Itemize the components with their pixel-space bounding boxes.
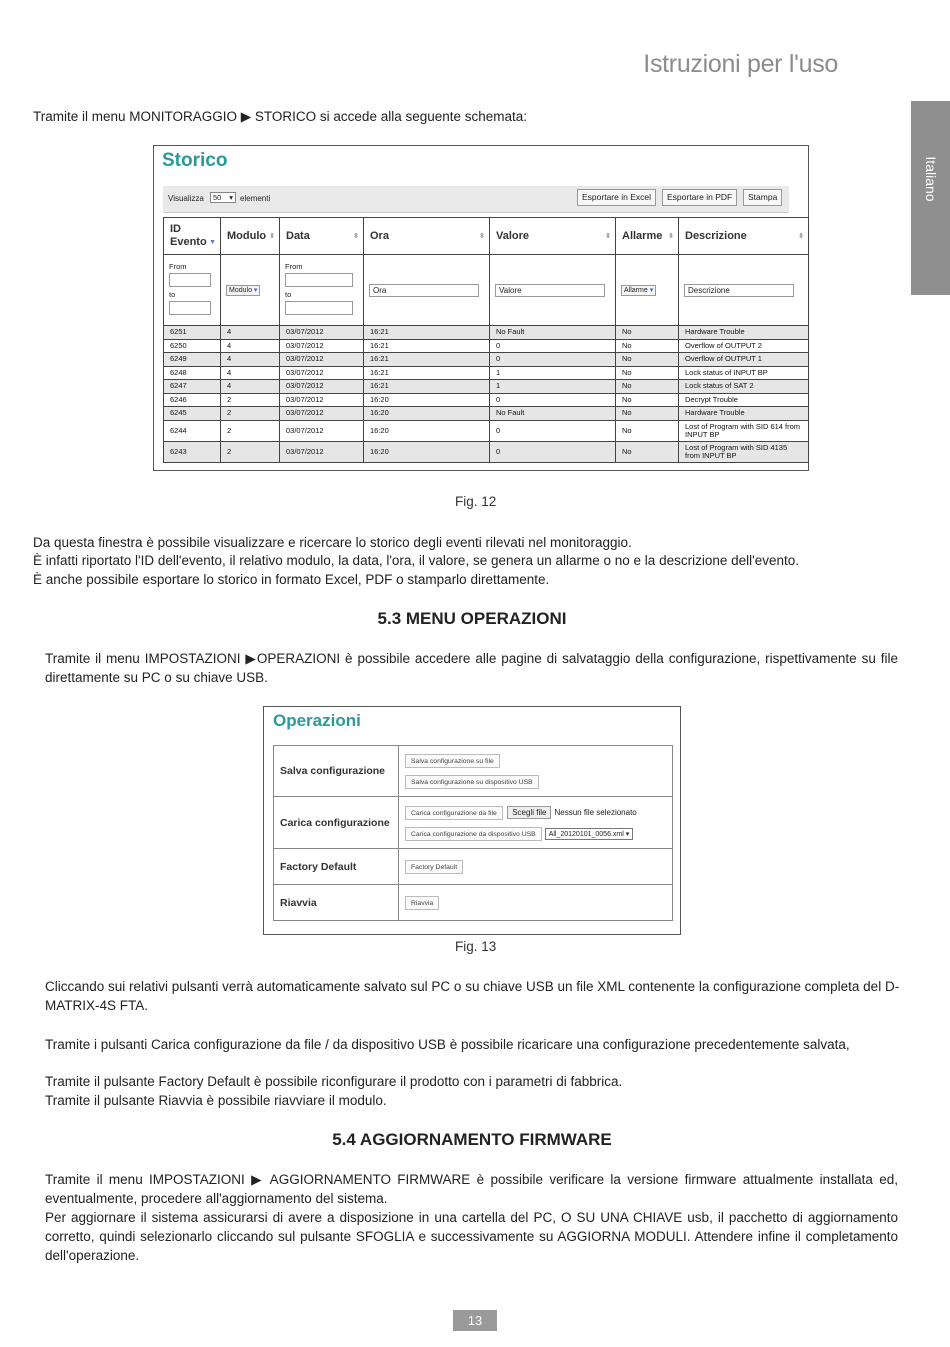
fig13-caption: Fig. 13 [455, 939, 497, 954]
table-row[interactable] [164, 393, 809, 407]
factory-row [274, 849, 673, 885]
chevron-down-icon: ▾ [253, 286, 258, 294]
ora-filter-input[interactable]: Ora [369, 284, 479, 297]
fig12-caption: Fig. 12 [455, 494, 497, 509]
table-cell: 2 [221, 407, 280, 421]
table-cell: 16:20 [364, 393, 490, 407]
col-ora[interactable]: Ora ⬍ [364, 218, 490, 255]
table-cell: 03/07/2012 [280, 393, 364, 407]
page-number: 13 [453, 1310, 497, 1331]
save-config-label: Salva configurazione [274, 746, 399, 797]
desc-line-3: È anche possibile esportare lo storico in formato Excel, PDF o stamparlo direttamente. [33, 572, 550, 587]
table-cell: 6244 [164, 420, 221, 441]
restart-button[interactable]: Riavvia [405, 896, 439, 910]
col-id-evento[interactable]: ID Evento ▼ [164, 218, 221, 255]
restart-label: Riavvia [274, 885, 399, 921]
table-cell: Overflow of OUTPUT 1 [679, 353, 809, 367]
table-cell: 6249 [164, 353, 221, 367]
save-to-usb-button[interactable]: Salva configurazione su dispositivo USB [405, 775, 539, 789]
table-row[interactable] [164, 407, 809, 421]
table-cell: 16:21 [364, 326, 490, 340]
export-pdf-button[interactable]: Esportare in PDF [662, 189, 737, 206]
table-row[interactable] [164, 339, 809, 353]
table-cell: 16:21 [364, 366, 490, 380]
table-cell: 6248 [164, 366, 221, 380]
table-cell: Hardware Trouble [679, 407, 809, 421]
section-5-4-paragraph-1: Tramite il menu IMPOSTAZIONI ▶ AGGIORNAMENTO FIRMWARE è possibile verificare la versione firmware attualmente installata ed, eventualmente, procedere all'aggiornamento del sistema. [45, 1172, 898, 1206]
table-cell: 16:21 [364, 380, 490, 394]
table-cell: 6246 [164, 393, 221, 407]
export-excel-button[interactable]: Esportare in Excel [577, 189, 656, 206]
load-config-label: Carica configurazione [274, 797, 399, 849]
table-cell: 16:21 [364, 353, 490, 367]
chevron-down-icon: ▾ [625, 830, 630, 838]
table-cell: 2 [221, 420, 280, 441]
table-cell: 16:20 [364, 441, 490, 462]
desc-line-1: Da questa finestra è possibile visualizzare e ricercare lo storico degli eventi rilevati nel monitoraggio. [33, 535, 632, 550]
table-cell: 03/07/2012 [280, 366, 364, 380]
table-cell: 0 [490, 353, 616, 367]
language-tab-label: Italiano [922, 156, 939, 202]
table-cell: 4 [221, 366, 280, 380]
operazioni-title: Operazioni [273, 711, 361, 730]
table-cell: Decrypt Trouble [679, 393, 809, 407]
descrizione-filter-input[interactable]: Descrizione [684, 284, 794, 297]
load-from-usb-button[interactable]: Carica configurazione da dispositivo USB [405, 827, 542, 841]
table-cell: No [616, 339, 679, 353]
table-cell: No [616, 380, 679, 394]
table-cell: 4 [221, 353, 280, 367]
table-cell: 2 [221, 393, 280, 407]
data-to-label: to [285, 290, 292, 299]
language-tab [911, 101, 950, 295]
save-row [274, 746, 673, 797]
table-cell: No [616, 393, 679, 407]
table-cell: 03/07/2012 [280, 420, 364, 441]
intro-text: Tramite il menu MONITORAGGIO ▶ STORICO si accede alla seguente schemata: [33, 109, 528, 124]
table-cell: 1 [490, 366, 616, 380]
table-cell: 4 [221, 326, 280, 340]
body-paragraph-1: Cliccando sui relativi pulsanti verrà automaticamente salvato sul PC o su chiave USB un file XML contenente la configurazione completa del D-MATRIX-4S FTA. [45, 979, 900, 1013]
body-paragraph-3a: Tramite il pulsante Factory Default è possibile riconfigurare il prodotto con i parametri di fabbrica. [45, 1074, 623, 1089]
elements-label: elementi [240, 194, 271, 203]
section-5-3-text: Tramite il menu IMPOSTAZIONI ▶OPERAZIONI è possibile accedere alle pagine di salvataggio della configurazione, rispettivamente su file direttamente su PC o su chiave USB. [45, 651, 898, 685]
desc-line-2: È infatti riportato l'ID dell'evento, il relativo modulo, la data, l'ora, il valore, se genera un allarme o no e la descrizione dell'evento. [33, 553, 799, 568]
chevron-down-icon: ▾ [229, 193, 233, 202]
table-cell: 4 [221, 339, 280, 353]
table-row[interactable] [164, 353, 809, 367]
show-label: Visualizza [168, 194, 204, 203]
data-from-input[interactable] [285, 273, 353, 287]
load-row [274, 797, 673, 849]
table-row[interactable] [164, 441, 809, 462]
print-button[interactable]: Stampa [743, 189, 782, 206]
table-cell: 6243 [164, 441, 221, 462]
storico-title: Storico [162, 150, 228, 171]
table-cell: 4 [221, 380, 280, 394]
table-cell: 16:21 [364, 339, 490, 353]
id-to-input[interactable] [169, 301, 211, 315]
table-cell: 2 [221, 441, 280, 462]
table-cell: 03/07/2012 [280, 407, 364, 421]
data-from-label: From [285, 262, 303, 271]
document-header-title: Istruzioni per l'uso [643, 50, 838, 78]
chevron-down-icon: ▾ [649, 286, 654, 294]
sort-desc-icon: ▼ [209, 239, 216, 246]
save-to-file-button[interactable]: Salva configurazione su file [405, 754, 500, 768]
table-cell: 1 [490, 380, 616, 394]
col-descrizione[interactable]: Descrizione ⬍ [679, 218, 809, 255]
table-cell: No Fault [490, 326, 616, 340]
table-cell: No [616, 326, 679, 340]
table-cell: No [616, 366, 679, 380]
data-to-input[interactable] [285, 301, 353, 315]
section-5-3-heading: 5.3 MENU OPERAZIONI [377, 609, 567, 628]
id-from-input[interactable] [169, 273, 211, 287]
sort-icon: ⬍ [668, 233, 674, 240]
sort-icon: ⬍ [353, 233, 359, 240]
section-5-4-heading: 5.4 AGGIORNAMENTO FIRMWARE [332, 1130, 612, 1149]
table-cell: 0 [490, 441, 616, 462]
operazioni-table [273, 745, 673, 921]
table-cell: 16:20 [364, 420, 490, 441]
table-cell: 03/07/2012 [280, 339, 364, 353]
operazioni-screenshot [263, 706, 681, 935]
restart-row [274, 885, 673, 921]
body-paragraph-2: Tramite i pulsanti Carica configurazione da file / da dispositivo USB è possibile ricaricare una configurazione precedentemente salvata, [45, 1037, 850, 1052]
table-cell: No [616, 353, 679, 367]
table-cell: Overflow of OUTPUT 2 [679, 339, 809, 353]
sort-icon: ⬍ [605, 233, 611, 240]
load-from-file-button[interactable]: Carica configurazione da file [405, 806, 503, 820]
body-paragraph-3b: Tramite il pulsante Riavvia è possibile riavviare il modulo. [45, 1093, 387, 1108]
col-allarme[interactable]: Allarme ⬍ [616, 218, 679, 255]
table-cell: 0 [490, 393, 616, 407]
table-cell: 0 [490, 339, 616, 353]
modulo-filter-select[interactable]: Modulo ▾ [226, 285, 260, 296]
table-cell: 6247 [164, 380, 221, 394]
col-modulo[interactable]: Modulo ⬍ [221, 218, 280, 255]
sort-icon: ⬍ [479, 233, 485, 240]
table-cell: 03/07/2012 [280, 380, 364, 394]
factory-default-label: Factory Default [274, 849, 399, 885]
storico-table [163, 217, 809, 463]
filter-row [164, 255, 809, 326]
factory-default-button[interactable]: Factory Default [405, 860, 463, 874]
table-cell: 6251 [164, 326, 221, 340]
table-cell: No [616, 407, 679, 421]
sort-icon: ⬍ [269, 233, 275, 240]
storico-toolbar [163, 186, 789, 213]
table-row[interactable] [164, 366, 809, 380]
choose-file-button[interactable]: Scegli file [507, 806, 551, 819]
table-cell: 0 [490, 420, 616, 441]
table-cell: 6250 [164, 339, 221, 353]
no-file-selected-text: Nessun file selezionato [554, 807, 637, 817]
table-cell: 03/07/2012 [280, 353, 364, 367]
table-cell: Hardware Trouble [679, 326, 809, 340]
table-cell: 03/07/2012 [280, 326, 364, 340]
allarme-filter-select[interactable]: Allarme ▾ [621, 285, 656, 296]
id-to-label: to [169, 290, 176, 299]
table-row[interactable] [164, 420, 809, 441]
table-cell: No [616, 420, 679, 441]
table-cell: Lock status of SAT 2 [679, 380, 809, 394]
col-data[interactable]: Data ⬍ [280, 218, 364, 255]
table-cell: Lost of Program with SID 4135 from INPUT BP [679, 441, 809, 462]
table-cell: Lock status of INPUT BP [679, 366, 809, 380]
page-size-select[interactable] [210, 192, 236, 203]
valore-filter-input[interactable]: Valore [495, 284, 605, 297]
table-cell: 03/07/2012 [280, 441, 364, 462]
table-row[interactable] [164, 326, 809, 340]
page-size-value: 50 [213, 193, 222, 202]
table-cell: No [616, 441, 679, 462]
id-from-label: From [169, 262, 187, 271]
col-valore[interactable]: Valore ⬍ [490, 218, 616, 255]
sort-icon: ⬍ [798, 233, 804, 240]
section-5-4-paragraph-2: Per aggiornare il sistema assicurarsi di avere a disposizione in una cartella del PC, O SU UNA CHIAVE usb, il pacchetto di aggiornamento corretto, quindi selezionarlo cliccando sul pulsante SFOGLIA e successivamente su AGGIORNA MODULI. Attendere infine il completamento dell'operazione. [45, 1210, 898, 1263]
table-cell: No Fault [490, 407, 616, 421]
table-cell: 6245 [164, 407, 221, 421]
table-cell: Lost of Program with SID 614 from INPUT BP [679, 420, 809, 441]
storico-screenshot [153, 145, 809, 471]
usb-file-select[interactable]: All_20120101_0056.xml ▾ [545, 828, 634, 840]
table-cell: 16:20 [364, 407, 490, 421]
table-row[interactable] [164, 380, 809, 394]
